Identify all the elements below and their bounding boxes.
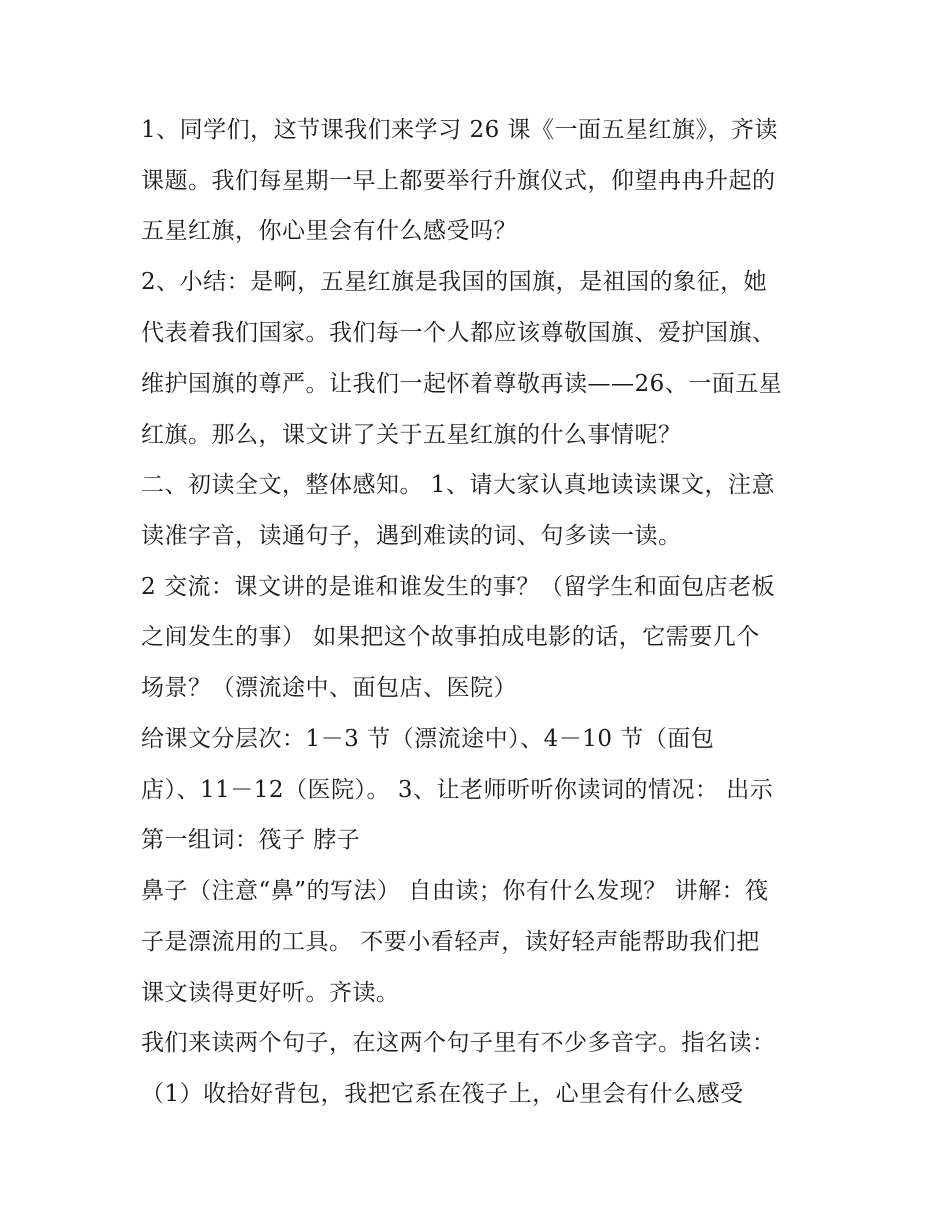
text-line: 读准字音，读通句子，遇到难读的词、句多读一读。 <box>141 523 682 549</box>
text-line: （1）收拾好背包，我把它系在筏子上，心里会有什么感受 <box>141 1081 744 1107</box>
text-line: 课文读得更好听。齐读。 <box>141 980 400 1006</box>
text-line: 维护国旗的尊严。让我们一起怀着尊敬再读——26、一面五星 <box>141 371 783 397</box>
text-line: 给课文分层次：1－3 节（漂流途中）、4－10 节（面包 <box>141 726 715 752</box>
text-line: 场景？（漂流途中、面包店、医院） <box>141 675 517 701</box>
text-line: 红旗。那么，课文讲了关于五星红旗的什么事情呢？ <box>141 422 682 448</box>
text-line: 店）、11－12（医院）。 3、让老师听听你读词的情况： 出示 <box>141 777 774 803</box>
text-line: 第一组词：筏子 脖子 <box>141 827 361 853</box>
text-line: 之间发生的事） 如果把这个故事拍成电影的话，它需要几个 <box>141 624 760 650</box>
text-line: 课题。我们每星期一早上都要举行升旗仪式，仰望冉冉升起的 <box>141 168 776 194</box>
text-line: 二、初读全文，整体感知。 1、请大家认真地读读课文，注意 <box>141 472 775 498</box>
text-line: 鼻子（注意“鼻”的写法） 自由读；你有什么发现？ 讲解：筏 <box>141 878 769 904</box>
text-line: 2 交流：课文讲的是谁和谁发生的事？（留学生和面包店老板 <box>141 574 775 600</box>
text-line: 2、小结：是啊，五星红旗是我国的国旗，是祖国的象征，她 <box>141 269 768 295</box>
text-line: 1、同学们，这节课我们来学习 26 课《一面五星红旗》，齐读 <box>141 117 779 143</box>
text-line: 五星红旗，你心里会有什么感受吗？ <box>141 218 517 244</box>
text-line: 子是漂流用的工具。 不要小看轻声，读好轻声能帮助我们把 <box>141 929 760 955</box>
text-line: 代表着我们国家。我们每一个人都应该尊敬国旗、爱护国旗、 <box>141 320 776 346</box>
text-line: 我们来读两个句子，在这两个句子里有不少多音字。指名读： <box>141 1030 776 1056</box>
